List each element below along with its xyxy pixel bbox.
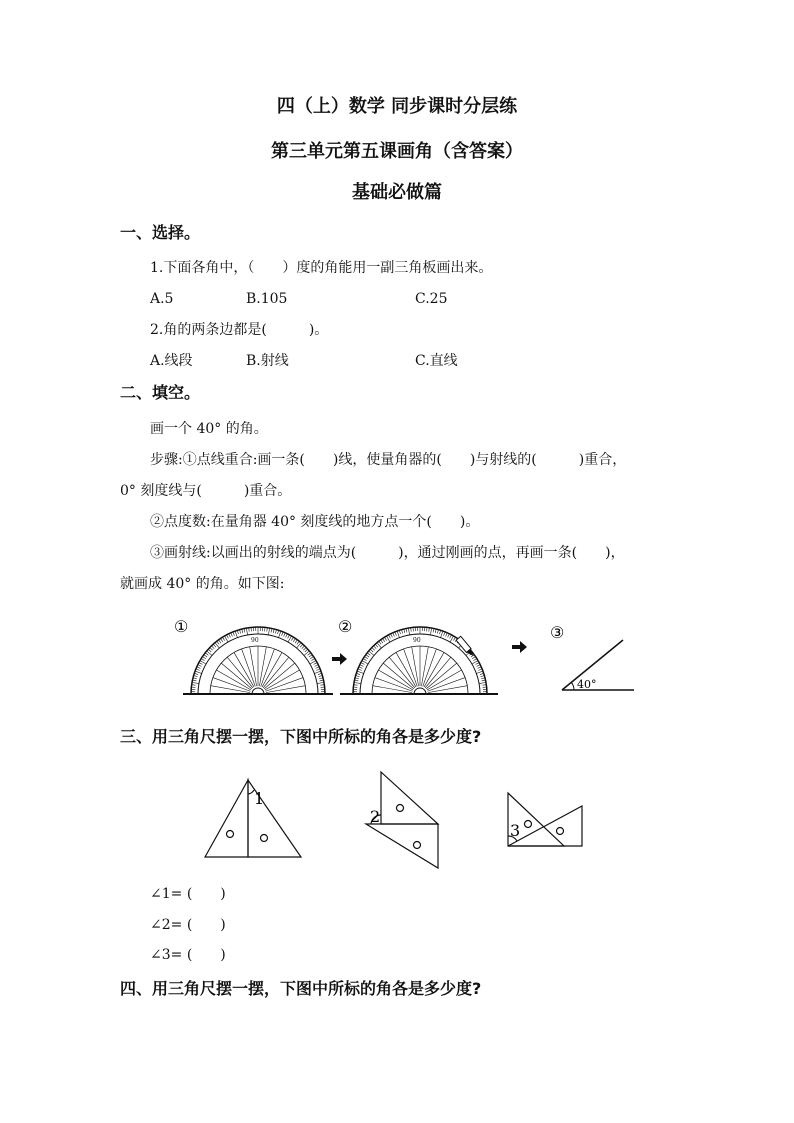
page-subtitle: 第三单元第五课画角（含答案）: [271, 141, 523, 162]
page-title: 四（上）数学 同步课时分层练: [276, 96, 518, 117]
figure-label-3: ③: [550, 623, 565, 642]
level-title: 基础必做篇: [352, 182, 442, 203]
section-2-heading: 二、填空。: [120, 383, 201, 402]
step-3-line-1: ③画射线:以画出的射线的端点为( )，通过刚画的点，再画一条( )，: [150, 545, 625, 561]
triangle-rulers-figure: [0, 768, 794, 878]
question-2-option-b: B.射线: [246, 353, 289, 369]
question-1-option-b: B.105: [246, 291, 288, 307]
question-2-stem: 2.角的两条边都是( )。: [150, 322, 329, 338]
question-1-option-a: A.5: [150, 291, 174, 307]
step-2-text: ②点度数:在量角器 40° 刻度线的地方点一个( )。: [150, 514, 480, 530]
answer-angle-3: ∠3= ( ): [150, 947, 226, 963]
question-1-option-c: C.25: [415, 291, 448, 307]
step-3-line-2: 就画成 40° 的角。如下图:: [120, 576, 285, 592]
protractor-1: [183, 627, 333, 694]
angle-40-figure: [562, 640, 634, 691]
question-1-stem: 1.下面各角中，（ ）度的角能用一副三角板画出来。: [150, 260, 493, 276]
protractor-2-mark: 90: [413, 637, 421, 644]
figure-label-2: ②: [338, 617, 353, 636]
angle-label: 40°: [577, 678, 597, 691]
protractor-1-mark: 90: [251, 637, 259, 644]
angle-3-label: 3: [510, 821, 521, 840]
arrow-icon: [512, 641, 527, 653]
question-2-option-a: A.线段: [150, 353, 193, 369]
step-1-line-1: 步骤:①点线重合:画一条( )线，使量角器的( )与射线的( )重合，: [150, 452, 627, 468]
angle-1-label: 1: [254, 789, 265, 808]
figure-label-1: ①: [174, 617, 189, 636]
answer-angle-1: ∠1= ( ): [150, 886, 226, 902]
protractor-2: [340, 627, 498, 694]
question-2-option-c: C.直线: [415, 353, 458, 369]
arrow-icon: [332, 653, 347, 665]
section-2-intro: 画一个 40° 的角。: [150, 421, 268, 437]
set-square-figure-1: [205, 780, 301, 857]
section-1-heading: 一、选择。: [120, 223, 201, 242]
angle-2-label: 2: [370, 807, 381, 826]
answer-angle-2: ∠2= ( ): [150, 917, 226, 933]
section-3-heading: 三、用三角尺摆一摆，下图中所标的角各是多少度?: [120, 727, 482, 746]
step-1-line-2: 0° 刻度线与( )重合。: [120, 483, 292, 499]
protractor-figure: [0, 610, 794, 710]
section-4-heading: 四、用三角尺摆一摆，下图中所标的角各是多少度?: [120, 979, 482, 998]
